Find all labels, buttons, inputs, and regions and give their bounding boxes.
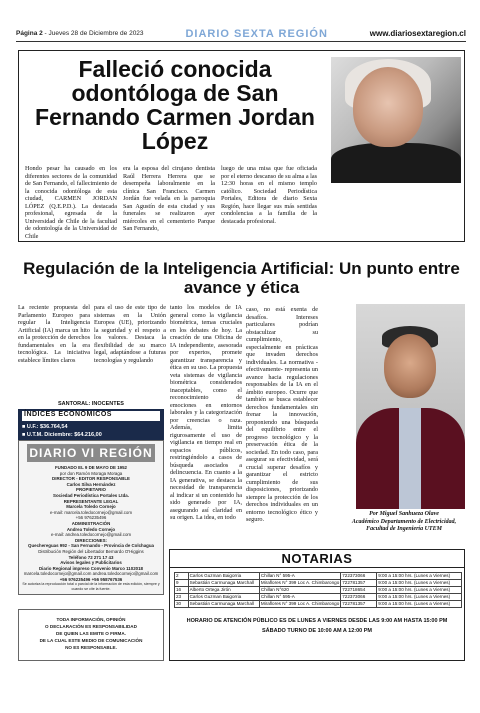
- legal-email[interactable]: e-mail: marcela.toledocornejo@gmail.com: [49, 509, 133, 515]
- table-cell: Chillan N° 595-A: [259, 573, 340, 580]
- table-cell: 2: [175, 573, 189, 580]
- table-cell: Carlos Guzman Baigorria: [188, 594, 259, 601]
- address-label: DIRECCIONES:: [75, 537, 107, 543]
- table-cell: 9:00 a 15:00 hrs. (Lunes a Viernes): [377, 573, 462, 580]
- address: Quechereguas 992 - San Fernando - Provincia de Colchagua: [28, 543, 154, 549]
- table-cell: 722373066: [341, 594, 377, 601]
- indices-title: ÍNDICES ECONÓMICOS: [22, 411, 160, 421]
- ai-col-3: tanto los modelos de IA general como la vigilancia biométrica, temas cruciales en los debates de hoy. La creación de una Oficina de IA independiente, asesorada por expertos, promete garantizar transparencia y ética en su uso. La propuesta veta sistemas de vigilancia biométrica considerados inaceptables, como el reconocimiento de emociones en entornos laborales y la categorización por creencias o raza. Además, limita rigurosamente el uso de vigilancia en tiempo real en espacios públicos, restringiéndolo a casos de búsqueda asociados a delincuencia. En cuanto a la IA generativa, se destaca la necesidad de transparencia al indicar si un contenido ha sido generado por IA, asegurando así claridad en su origen. La idea, en todo: [170, 304, 242, 521]
- notarias-box: [169, 549, 465, 661]
- table-cell: Miraflores N° 399 Loc A. Chimbarongo: [260, 580, 340, 585]
- obituary-col-3: luego de una misa que fue oficiada por el eterno descanso de su alma a las 12:30 horas en el mismo templo católico. Sociedad Periodística Portales, Editora de diario Sexta Región, hace llegar sus más sentidas condolencias a la familia de la destacada profesional.: [221, 165, 317, 225]
- obituary-headline: Falleció conocida odontóloga de San Fernando Carmen Jordan López: [35, 56, 315, 154]
- owner: Sociedad Periodística Portales Ltda.: [53, 492, 129, 498]
- table-row: [175, 587, 462, 594]
- notice-line-2: O DECLARACIÓN ES RESPONSABILIDAD: [45, 624, 137, 629]
- table-row: [175, 573, 462, 580]
- website-link[interactable]: www.diariosextaregion.cl: [369, 29, 466, 38]
- notice-line-4: DE LA CUAL ESTE MEDIO DE COMUNICACIÓN: [39, 638, 143, 643]
- admin-label: ADMINISTRACIÓN: [71, 520, 111, 526]
- legal-phone: +56 976235496: [75, 515, 107, 521]
- obituary-article: [18, 50, 465, 242]
- table-cell: 9:00 a 15:00 hrs. (Lunes a Viernes): [377, 601, 462, 608]
- utm-value: ■ U.T.M. Diciembre: $64.216,00: [22, 432, 102, 438]
- table-cell: Chillan N°620: [259, 587, 340, 594]
- ai-col-2: para el uso de este tipo de sistemas en la Unión Europea (UE), priorizando la seguridad y el respeto a los valores. Destaca la flexibilidad de su marco legal, adaptándose a futuras tecnologías y regulando: [94, 304, 166, 364]
- emails[interactable]: marcela.toledocornejo@gmail.com andrea.toledocornejo@gmail.com: [23, 571, 159, 577]
- paper-name: DIARIO SEXTA REGIÓN: [185, 27, 328, 40]
- notice-line-3: DE QUIEN LAS EMITE O FIRMA.: [56, 631, 126, 636]
- page-date: [16, 30, 144, 37]
- responsibility-notice: [18, 609, 164, 661]
- table-cell: Carlos Guzman Baigorria: [188, 573, 259, 580]
- contract: Diario Regional impreso Convenio Marco 1102018: [39, 565, 143, 571]
- legal-notices: Avisos legales y Publicitarios: [60, 560, 122, 566]
- author-photo: [356, 304, 465, 509]
- admin-email[interactable]: e-mail: andrea.toledocornejo@gmail.com: [50, 532, 132, 538]
- table-row: [175, 594, 462, 601]
- page-number: Página 2: [16, 30, 43, 37]
- phone: Teléfono 72 271 17 43: [68, 554, 114, 560]
- author-caption: [340, 511, 468, 534]
- table-cell: 722781357: [341, 580, 377, 587]
- notarias-hours: HORARIO DE ATENCIÓN PÚBLICO ES DE LUNES A VIERNES DESDE LAS 9:00 AM HASTA 15:00 PM: [186, 618, 448, 624]
- table-cell: 722781357: [341, 601, 377, 608]
- obituary-photo: [331, 57, 461, 183]
- table-cell: Chillan N° 595-A: [259, 594, 340, 601]
- legal-label: REPRESENTANTE LEGAL: [63, 498, 119, 504]
- obituary-col-1: Hondo pesar ha causado en los diferentes sectores de la comunidad de San Fernando, el fallecimiento de la conocida odontóloga de esta ciudad, CARMEN JORDAN LÓPEZ (Q.E.P.D.). La destacada profesional, egresada de la Universidad de Chile de la facultad de odontología de la Universidad de Chile: [25, 165, 117, 240]
- table-cell: Alberto Ortega Jirón: [188, 587, 259, 594]
- masthead-logo: DIARIO VI REGIÓN: [27, 444, 155, 462]
- table-cell: 30: [175, 601, 189, 608]
- notice-line-1: TODA INFORMACIÓN, OPINIÓN: [56, 617, 126, 622]
- distribution: Distribución Región del Libertador Bernardo O'Higgins: [38, 548, 144, 554]
- table-cell: 722373066: [341, 573, 377, 580]
- table-cell: 9:00 a 15:00 hrs. (Lunes a Viernes): [377, 587, 462, 594]
- uf-value: ■ U.F.: $36.764,54: [22, 424, 68, 430]
- ai-col-1: La reciente propuesta del Parlamento Europeo para regular la Inteligencia Artificial (IA) marca un hito en la protección de derechos fundamentales en la era tecnológica. La iniciativa establece límites claros: [18, 304, 90, 364]
- author-role: Académico Departamento de Electricidad, Facultad de Ingeniería UTEM: [351, 518, 457, 532]
- table-cell: 722718654: [341, 587, 377, 594]
- table-row: [175, 601, 462, 608]
- ai-col-4: caso, no está exenta de desafíos. Intereses particulares podrían obstaculizar su cumplimiento, especialmente en prácticas que invaden derechos individuales. La normativa -efectivamente- representa un avance hacia regulaciones responsables de la IA en el ámbito europeo. Ocurre que también se busca establecer derechos fundamentales sin frenar la innovación, proponiendo una búsqueda del equilibrio entre el progreso tecnológico y la preservación ética de la sociedad. En todo caso, para asegurar su efectividad, será crucial superar desafíos y garantizar el estricto cumplimiento de sus disposiciones, priorizando siempre la protección de los derechos individuales en un entorno tecnológico ético y seguro.: [246, 306, 318, 523]
- notarias-title: NOTARIAS: [170, 550, 464, 568]
- disclaimer: Se autoriza la reproducción total o parcial de la información de esta edición, siempre y cuando se cite la fuente.: [22, 582, 160, 591]
- table-cell: 9:00 a 15:00 hrs. (Lunes a Viernes): [377, 580, 462, 587]
- masthead: [18, 440, 164, 595]
- table-cell: 16: [175, 587, 189, 594]
- notice-line-5: NO ES RESPONSABLE.: [65, 645, 117, 650]
- ai-headline: Regulación de la Inteligencia Artificial: Un punto entre avance y ética: [23, 259, 460, 297]
- table-cell: Miraflores N° 399 Loc A. Chimbarongo: [260, 601, 340, 606]
- table-cell: Sebastián Carmunaga Marchall: [188, 601, 259, 608]
- table-row: [175, 580, 462, 587]
- date-label: - Jueves 28 de Diciembre de 2023: [42, 30, 144, 37]
- santoral: SANTORAL: INOCENTES: [58, 401, 124, 407]
- director: Carlos Silva Hernández: [66, 481, 116, 487]
- table-cell: Sebastián Carmunaga Marchall: [188, 580, 259, 587]
- notarias-saturday: SÁBADO TURNO DE 10:00 AM A 12:00 PM: [261, 628, 373, 634]
- legal-rep: Marcela Toledo Cornejo: [66, 504, 116, 510]
- page-header: [16, 26, 466, 42]
- founder: por don Ramón Moraga Moraga: [59, 470, 123, 476]
- director-label: DIRECTOR - EDITOR RESPONSABLE: [52, 476, 130, 482]
- obituary-col-2: era la esposa del cirujano dentista Raúl Herrera Herrera que se desempeña laboralmente en la clínica San Francisco. Carmen Jordán fue velada en la parroquia San Agustín de esta ciudad y sus funerales se realizaron ayer miércoles en el cementerio Parque San Fernando,: [123, 165, 215, 232]
- notarias-table: [174, 572, 462, 608]
- table-cell: 23: [175, 594, 189, 601]
- owner-label: PROPIETARIO: [76, 487, 106, 493]
- table-cell: 9: [175, 580, 189, 587]
- table-cell: 9:00 a 15:00 hrs. (Lunes a Viernes): [377, 594, 462, 601]
- author-name: Por Miguel Sanhueza Olave: [369, 511, 439, 517]
- admin: Andrea Toledo Cornejo: [66, 526, 116, 532]
- phones: +56 976235496 +56 958767536: [59, 576, 123, 582]
- founded: FUNDADO EL 9 DE MAYO DE 1952: [55, 465, 127, 470]
